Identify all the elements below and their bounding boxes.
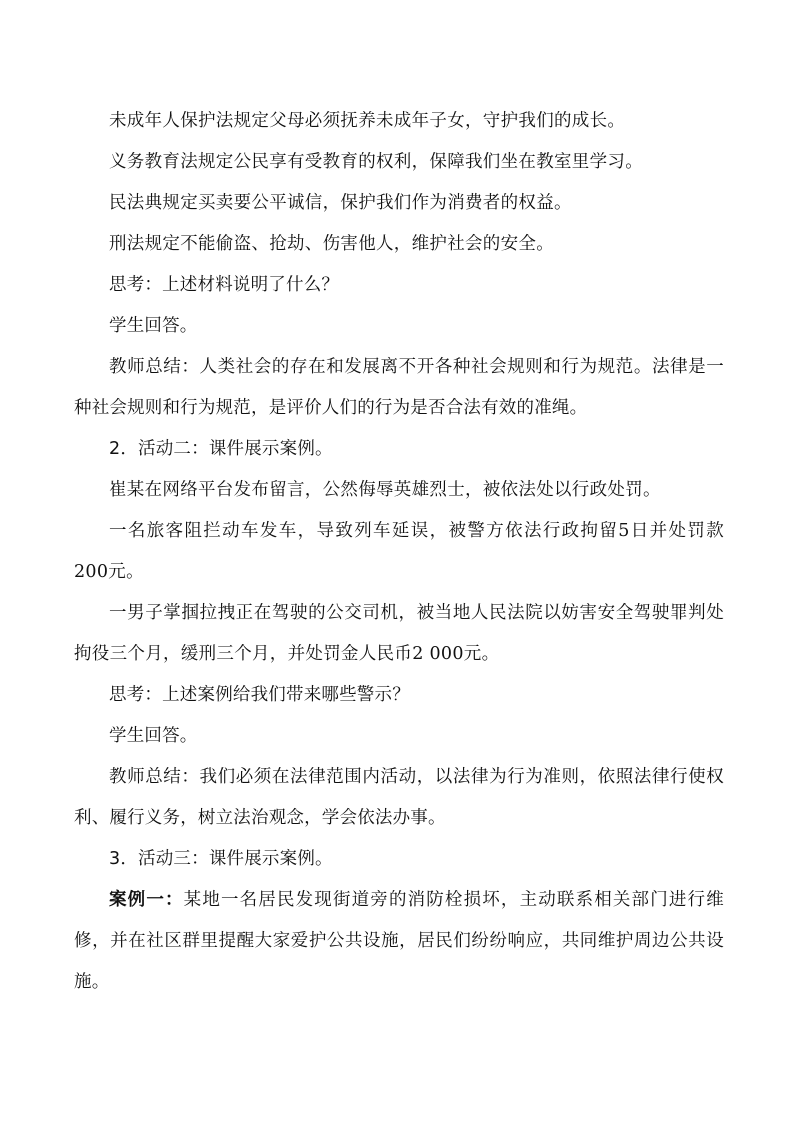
case-one-text: 某地一名居民发现街道旁的消防栓损坏，主动联系相关部门进行维修，并在社区群里提醒大家爱护公共设施，居民们纷纷响应，共同维护周边公共设施。 xyxy=(74,890,724,992)
paragraph-case-bus-driver: 一男子掌掴拉拽正在驾驶的公交司机，被当地人民法院以妨害安全驾驶罪判处拘役三个月，缓刑三个月，并处罚金人民币2 000元。 xyxy=(74,603,724,664)
paragraph-teacher-summary-two: 教师总结：我们必须在法律范围内活动，以法律为行为准则，依照法律行使权利、履行义务，树立法治观念，学会依法办事。 xyxy=(74,767,724,828)
document-body xyxy=(74,101,724,1003)
case-one-label: 案例一： xyxy=(109,890,184,910)
paragraph-criminal-law: 刑法规定不能偷盗、抢劫、伤害他人，维护社会的安全。 xyxy=(109,234,554,254)
paragraph-question-one: 思考：上述材料说明了什么？ xyxy=(109,275,340,295)
paragraph-activity-two-heading: 2．活动二：课件展示案例。 xyxy=(109,439,333,459)
paragraph-question-two: 思考：上述案例给我们带来哪些警示？ xyxy=(109,685,410,705)
paragraph-case-cui: 崔某在网络平台发布留言，公然侮辱英雄烈士，被依法处以行政处罚。 xyxy=(109,480,661,500)
paragraph-compulsory-education-law: 义务教育法规定公民享有受教育的权利，保障我们坐在教室里学习。 xyxy=(109,152,643,172)
paragraph-minors-protection-law: 未成年人保护法规定父母必须抚养未成年子女，守护我们的成长。 xyxy=(109,111,626,131)
paragraph-case-one xyxy=(74,880,724,1003)
paragraph-case-passenger: 一名旅客阻拦动车发车，导致列车延误，被警方依法行政拘留5日并处罚款200元。 xyxy=(74,521,724,582)
paragraph-teacher-summary-one: 教师总结：人类社会的存在和发展离不开各种社会规则和行为规范。法律是一种社会规则和行为规范，是评价人们的行为是否合法有效的准绳。 xyxy=(74,357,724,418)
paragraph-student-answer-one: 学生回答。 xyxy=(109,316,198,336)
paragraph-student-answer-two: 学生回答。 xyxy=(109,726,198,746)
paragraph-activity-three-heading: 3．活动三：课件展示案例。 xyxy=(109,849,333,869)
paragraph-civil-code: 民法典规定买卖要公平诚信，保护我们作为消费者的权益。 xyxy=(109,193,572,213)
